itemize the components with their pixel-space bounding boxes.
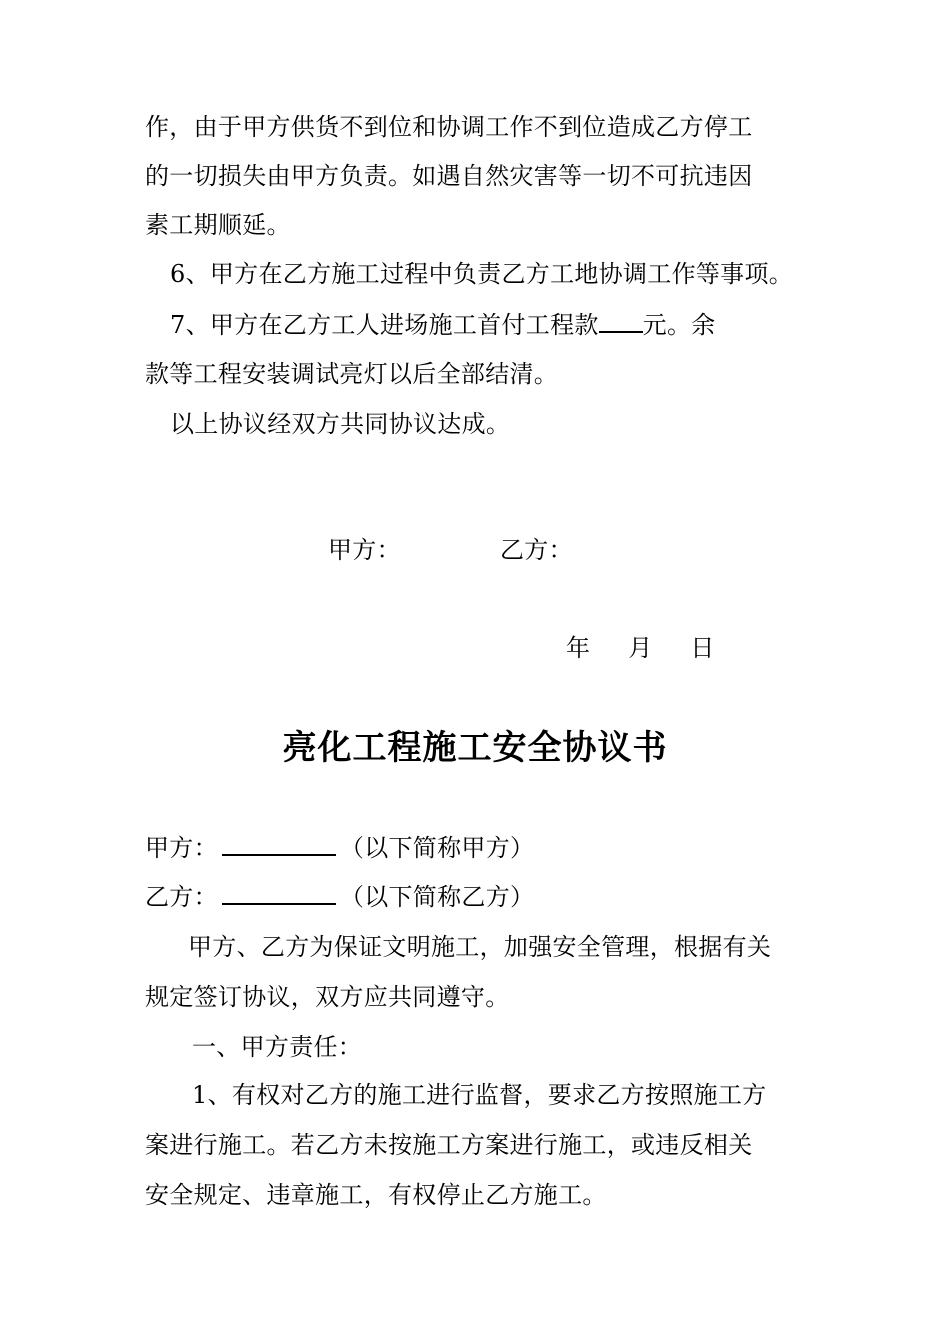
continuation-line-3: 素工期顺延。 [145, 211, 291, 239]
section-1-item-1-line-2: 案进行施工。若乙方未按施工方案进行施工，或违反相关 [145, 1131, 753, 1159]
signature-date [566, 633, 715, 663]
clause-7-text-before: 7、甲方在乙方工人进场施工首付工程款 [170, 311, 599, 339]
section-1-item-1-line-3: 安全规定、违章施工，有权停止乙方施工。 [145, 1181, 607, 1209]
signature-party-a: 甲方： [328, 536, 401, 564]
signature-party-b: 乙方： [500, 536, 573, 564]
party-b-line [145, 881, 534, 912]
party-a-blank [222, 832, 336, 856]
date-month: 月 [628, 634, 653, 662]
section-1-item-1-line-1: 1、有权对乙方的施工进行监督，要求乙方按照施工方 [192, 1081, 767, 1109]
clause-7-line-1 [170, 309, 716, 340]
continuation-line-1: 作，由于甲方供货不到位和协调工作不到位造成乙方停工 [145, 113, 753, 141]
document-title: 亮化工程施工安全协议书 [282, 728, 668, 768]
intro-line-2: 规定签订协议，双方应共同遵守。 [145, 983, 510, 1011]
party-b-note: （以下简称乙方） [339, 883, 535, 911]
clause-6: 6、甲方在乙方施工过程中负责乙方工地协调工作等事项。 [170, 260, 794, 288]
clause-7-line-2: 款等工程安装调试亮灯以后全部结清。 [145, 360, 559, 388]
intro-line-1: 甲方、乙方为保证文明施工，加强安全管理，根据有关 [188, 933, 772, 961]
party-a-label: 甲方： [145, 834, 218, 862]
party-b-blank [222, 881, 336, 905]
party-b-label: 乙方： [145, 883, 218, 911]
date-day: 日 [690, 634, 715, 662]
payment-amount-blank [599, 309, 643, 333]
party-a-note: （以下简称甲方） [339, 834, 535, 862]
clause-7-text-after: 元。余 [642, 311, 716, 339]
date-year: 年 [566, 634, 591, 662]
continuation-line-2: 的一切损失由甲方负责。如遇自然灾害等一切不可抗违因 [145, 162, 753, 190]
conclusion-text: 以上协议经双方共同协议达成。 [170, 410, 511, 438]
party-a-line [145, 832, 534, 863]
section-1-heading: 一、甲方责任： [192, 1033, 363, 1061]
